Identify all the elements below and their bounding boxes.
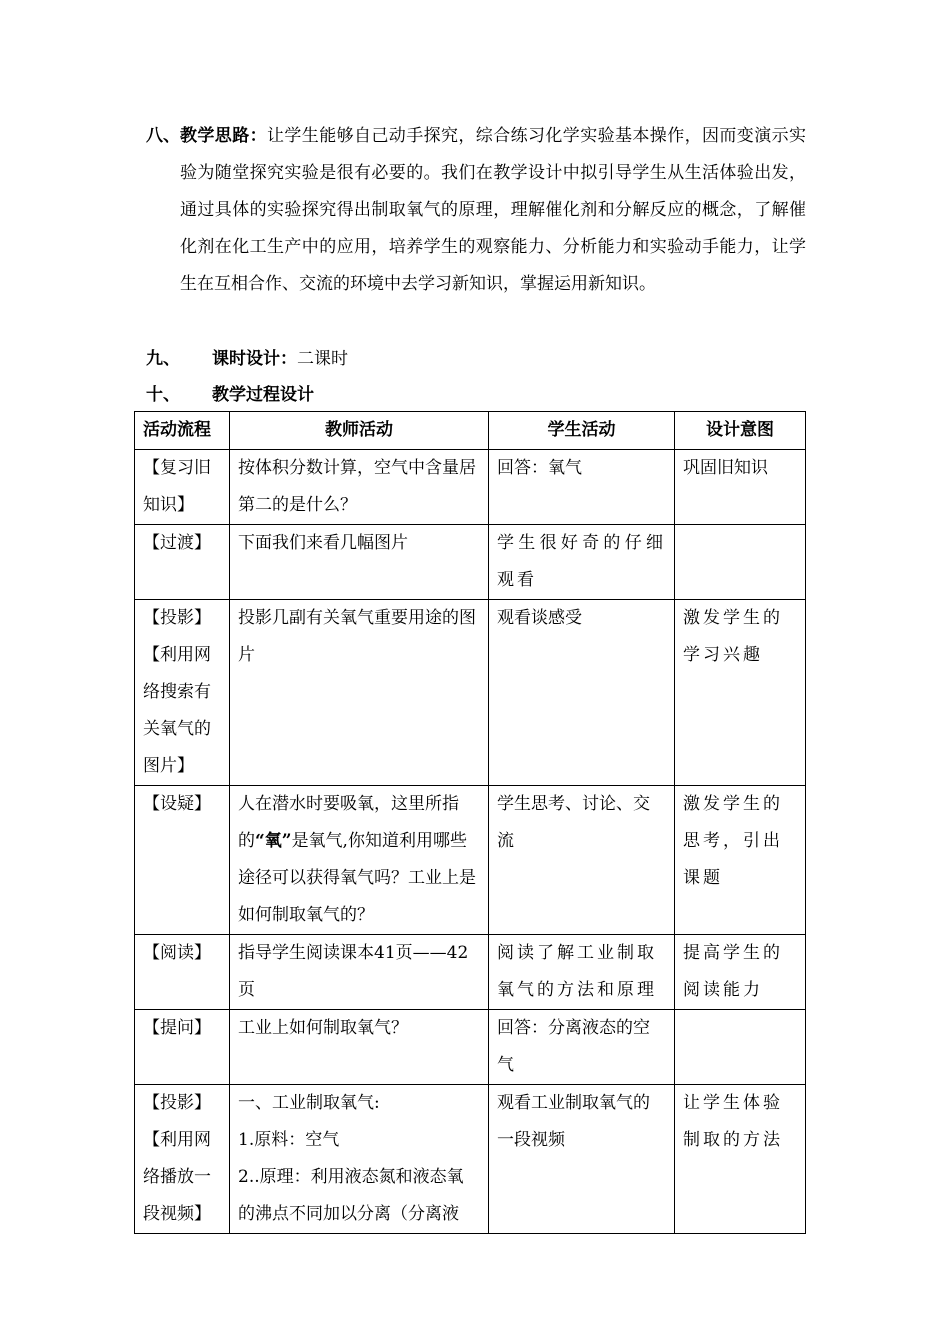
- student-cell: 观看工业制取氧气的一段视频: [489, 1085, 675, 1234]
- teacher-cell: 按体积分数计算，空气中含量居第二的是什么？: [230, 450, 489, 525]
- teacher-cell: 工业上如何制取氧气？: [230, 1010, 489, 1085]
- section-heading: 教学思路：: [180, 126, 267, 146]
- table-row: [135, 1085, 806, 1234]
- teacher-line: 一、工业制取氧气:: [238, 1093, 380, 1113]
- teacher-cell: 人在潜水时要吸氧，这里所指的“氧”是氧气,你知道利用哪些途径可以获得氧气吗？工业上是如何制取氧气的？: [230, 786, 489, 935]
- intent-cell: 激发学生的学习兴趣: [675, 600, 806, 786]
- teacher-cell: 投影几副有关氧气重要用途的图片: [230, 600, 489, 786]
- intent-cell: [675, 525, 806, 600]
- activity-cell: 【阅读】: [135, 935, 230, 1010]
- section-text: 让学生能够自己动手探究，综合练习化学实验基本操作，因而变演示实验为随堂探究实验是很有必要的。我们在教学设计中拟引导学生从生活体验出发，通过具体的实验探究得出制取氧气的原理，理解催化剂和分解反应的概念，了解催化剂在化工生产中的应用，培养学生的观察能力、分析能力和实验动手能力，让学生在互相合作、交流的环境中去学习新知识，掌握运用新知识。: [180, 126, 806, 294]
- student-cell: 阅读了解工业制取氧气的方法和原理: [489, 935, 675, 1010]
- table-row: [135, 450, 806, 525]
- intent-cell: 让学生体验制取的方法: [675, 1085, 806, 1234]
- student-cell: 回答：氧气: [489, 450, 675, 525]
- table-row: [135, 600, 806, 786]
- teacher-line: 2..原理：利用液态氮和液态氧的沸点不同加以分离（分离液: [238, 1167, 464, 1224]
- student-cell: 学生很好奇的仔细观看: [489, 525, 675, 600]
- student-cell: 观看谈感受: [489, 600, 675, 786]
- section-8-paragraph: [180, 118, 806, 303]
- intent-cell: [675, 1010, 806, 1085]
- section-number: 八、: [146, 126, 180, 146]
- activity-cell: 【设疑】: [135, 786, 230, 935]
- intent-cell: 提高学生的阅读能力: [675, 935, 806, 1010]
- section-text: 二课时: [297, 349, 348, 369]
- teacher-cell: 下面我们来看几幅图片: [230, 525, 489, 600]
- table-header-row: [135, 412, 806, 450]
- section-number: 九、: [146, 349, 180, 369]
- student-cell: 回答：分离液态的空气: [489, 1010, 675, 1085]
- teacher-cell: [230, 1085, 489, 1234]
- activity-cell: 【投影】【利用网络搜索有关氧气的图片】: [135, 600, 230, 786]
- table-row: [135, 786, 806, 935]
- intent-cell: 巩固旧知识: [675, 450, 806, 525]
- section-heading: 教学过程设计: [212, 385, 314, 405]
- activity-cell: 【投影】【利用网络播放一段视频】: [135, 1085, 230, 1234]
- teaching-process-table: [134, 411, 806, 1234]
- table-row: [135, 1010, 806, 1085]
- section-number: 十、: [146, 385, 180, 405]
- header-cell: 活动流程: [135, 412, 230, 450]
- header-cell: 设计意图: [675, 412, 806, 450]
- student-cell: 学生思考、讨论、交流: [489, 786, 675, 935]
- activity-cell: 【复习旧知识】: [135, 450, 230, 525]
- header-cell: 教师活动: [230, 412, 489, 450]
- section-heading: 课时设计：: [212, 349, 297, 369]
- intent-cell: 激发学生的思考，引出课题: [675, 786, 806, 935]
- teacher-line: 1.原料：空气: [238, 1130, 340, 1150]
- activity-cell: 【提问】: [135, 1010, 230, 1085]
- activity-cell: 【过渡】: [135, 525, 230, 600]
- table-row: [135, 525, 806, 600]
- table-row: [135, 935, 806, 1010]
- header-cell: 学生活动: [489, 412, 675, 450]
- teacher-cell: 指导学生阅读课本41页——42页: [230, 935, 489, 1010]
